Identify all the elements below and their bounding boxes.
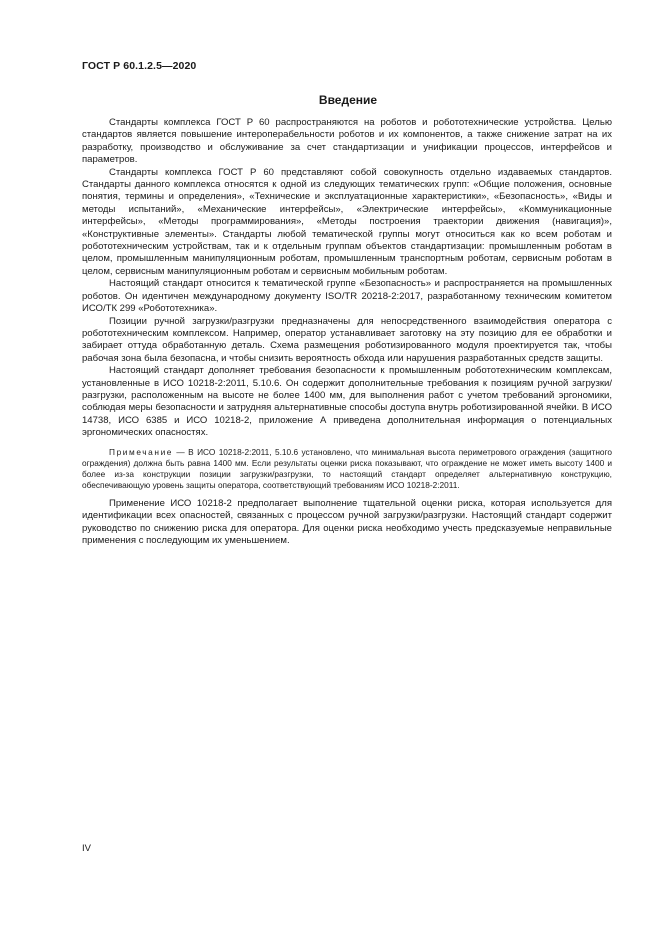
paragraph-thematic-groups: Стандарты комплекса ГОСТ Р 60 представляют собой совокупность отдельно издаваемых стандартов. Стандарты данного комплекса относятся к одной из следующих тематических групп: «Общие положения, основные понятия, термины и определения», «Технические и эксплуатационные характеристики», «Безопасность», «Виды и методы испытаний», «Механические интерфейсы», «Электрические интерфейсы», «Коммуникационные интерфейсы», «Методы программирования», «Методы построения траектории движения (навигация)», «Конструктивные элементы». Стандарты любой тематической группы могут относиться как ко всем роботам и робототехническим устройствам, так и к отдельным группам объектов стандартизации: промышленным роботам в целом, промышленным манипуляционным роботам, промышленным транспортным роботам, сервисным роботам в целом, сервисным манипуляционным роботам и сервисным мобильным роботам. [82,166,612,277]
note-text: — В ИСО 10218-2:2011, 5.10.6 установлено, что минимальная высота периметрового ограждения (защитного ограждения) должна быть равна 1400 мм. Если результаты оценки риска показывают, что ограждение не может иметь высоту 1400 и более из-за конструкции позиции загрузки/разгрузки, то настоящий стандарт определяет альтернативную конструкцию, обеспечивающую уровень защиты оператора, соответствующий требованиям ИСО 10218-2:2011. [82,446,612,491]
document-body [82,117,612,547]
note-label: Примечание [109,446,174,457]
page-number: IV [82,843,91,854]
paragraph-requirements: Настоящий стандарт дополняет требования безопасности к промышленным робототехническим комплексам, установленные в ИСО 10218-2:2011, 5.10.6. Он содержит дополнительные требования к позициям ручной загрузки/разгрузки, расположенным на высоте не более 1400 мм, для выполнения работ с учетом требований эргономики, соблюдая меры безопасности и затрудняя альтернативные способы доступа внутрь роботизированной ячейки. В ИСО 14738, ИСО 6385 и ИСО 10218-2, приложение А приведена дополнительная информация о потенциальных эргономических опасностях. [82,365,612,439]
note-paragraph [82,447,612,492]
paragraph-risk-assessment: Применение ИСО 10218-2 предполагает выполнение тщательной оценки риска, которая используется для идентификации всех опасностей, связанных с процессом ручной загрузки/разгрузки. Настоящий стандарт содержит руководство по снижению риска для оператора. Для оценки риска необходимо учесть предсказуемые неправильные применения с последующим их уменьшением. [82,497,612,546]
paragraph-standards-scope: Стандарты комплекса ГОСТ Р 60 распространяются на роботов и робототехнические устройства. Целью стандартов является повышение интероперабельности роботов и их компонентов, а также снижение затрат на их разработку, производство и обслуживание за счет стандартизации и унификации процессов, интерфейсов и параметров. [82,117,612,166]
paragraph-loading-positions: Позиции ручной загрузки/разгрузки предназначены для непосредственного взаимодействия оператора с робототехническим комплексом. Например, оператор устанавливает заготовку на эту позицию для ее обработки и забирает оттуда обработанную деталь. Схема размещения роботизированного модуля проектируется так, чтобы рабочая зона была безопасна, и чтобы снизить вероятность обхода или нарушения разработанных средств защиты. [82,315,612,364]
section-title: Введение [318,93,378,107]
paragraph-safety-group: Настоящий стандарт относится к тематической группе «Безопасность» и распространяется на промышленных роботов. Он идентичен международному документу ISO/TR 20218-2:2017, разработанному техническим комитетом ИСО/ТК 299 «Робототехника». [82,278,612,315]
document-header: ГОСТ Р 60.1.2.5—2020 [82,60,197,72]
